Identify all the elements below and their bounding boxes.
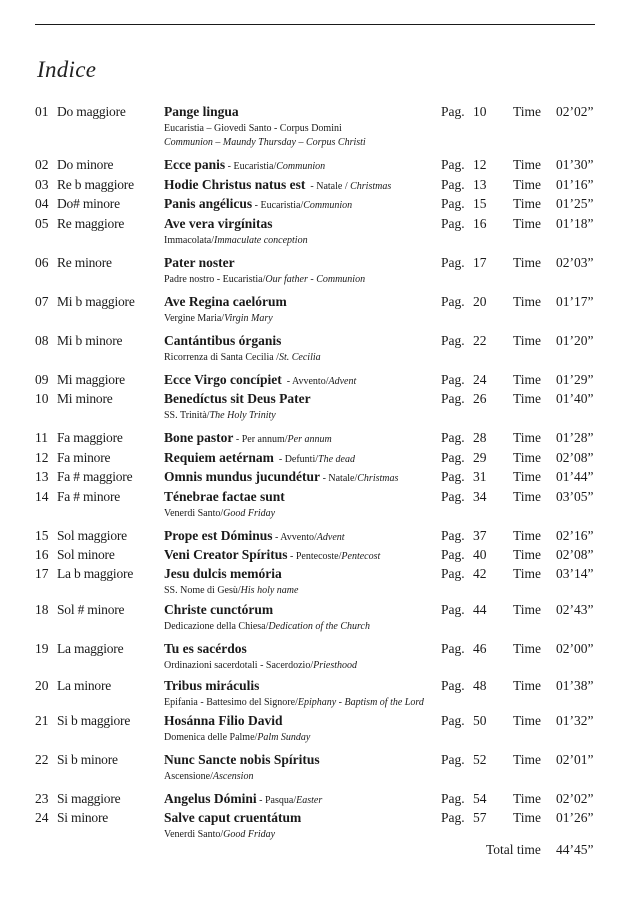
occasion-italian: - Pentecoste/ <box>287 551 342 562</box>
page-label: Pag. <box>441 372 465 387</box>
track-number: 20 <box>35 678 49 693</box>
occasion-english: Communion <box>276 161 326 172</box>
time-label: Time <box>513 104 542 119</box>
occasion-italian: - Avvento/ <box>281 376 329 387</box>
time-label: Time <box>513 713 542 728</box>
occasion-english: Virgin Mary <box>224 313 273 324</box>
track-occasion-english-line <box>164 136 366 149</box>
occasion-english: St. Cecilia <box>278 352 321 363</box>
page-number: 57 <box>473 810 487 825</box>
track-title <box>164 712 283 730</box>
time-label: Time <box>513 196 542 211</box>
track-duration: 02’01” <box>556 752 594 767</box>
occasion-italian: Dedicazione della Chiesa/ <box>164 621 269 632</box>
index-row[interactable] <box>0 790 630 810</box>
page-label: Pag. <box>441 752 465 767</box>
track-occasion <box>164 409 276 422</box>
track-duration: 02’02” <box>556 791 594 806</box>
track-duration: 01’20” <box>556 333 594 348</box>
track-title-text: Hosánna Filio David <box>164 713 283 728</box>
track-number: 03 <box>35 177 49 192</box>
page-number: 24 <box>473 372 487 387</box>
occasion-italian: Ascensione/ <box>164 771 213 782</box>
total-time-value: 44’45” <box>556 842 594 857</box>
page-label: Pag. <box>441 196 465 211</box>
occasion-english: Good Friday <box>223 829 276 840</box>
occasion-english: Christmas <box>350 181 392 192</box>
time-label: Time <box>513 641 542 656</box>
track-duration: 01’40” <box>556 391 594 406</box>
track-occasion <box>164 584 298 597</box>
page-number: 12 <box>473 157 487 172</box>
track-title-text: Tu es sacérdos <box>164 641 247 656</box>
track-title <box>164 640 247 658</box>
track-occasion <box>233 434 331 445</box>
occasion-english: Advent <box>316 532 345 543</box>
track-occasion <box>164 351 321 364</box>
track-duration: 02’03” <box>556 255 594 270</box>
track-number: 15 <box>35 528 49 543</box>
occasion-english: Priesthood <box>313 660 357 671</box>
time-label: Time <box>513 157 542 172</box>
track-occasion <box>164 828 275 841</box>
track-duration: 02’08” <box>556 547 594 562</box>
page-number: 31 <box>473 469 487 484</box>
page-number: 34 <box>473 489 487 504</box>
track-title-text: Benedíctus sit Deus Pater <box>164 391 311 406</box>
occasion-italian: Domenica delle Palme/ <box>164 732 258 743</box>
index-row[interactable] <box>0 601 630 632</box>
track-key: Re minore <box>57 255 112 270</box>
index-row[interactable] <box>0 677 630 708</box>
time-label: Time <box>513 752 542 767</box>
page-label: Pag. <box>441 713 465 728</box>
occasion-english: The dead <box>318 454 355 465</box>
occasion-english: Per annum <box>287 434 332 445</box>
occasion-english: Communion <box>303 200 353 211</box>
page-number: 26 <box>473 391 487 406</box>
page-label: Pag. <box>441 489 465 504</box>
index-row[interactable] <box>0 488 630 519</box>
occasion-italian: Venerdi Santo/ <box>164 829 224 840</box>
track-title-text: Ave Regina caelórum <box>164 294 287 309</box>
track-title-text: Christe cunctórum <box>164 602 274 617</box>
track-number: 09 <box>35 372 49 387</box>
track-duration: 01’32” <box>556 713 594 728</box>
occasion-english: His holy name <box>240 585 299 596</box>
track-key: Re b maggiore <box>57 177 134 192</box>
track-number: 10 <box>35 391 49 406</box>
track-duration: 02’43” <box>556 602 594 617</box>
track-number: 17 <box>35 566 49 581</box>
time-label: Time <box>513 177 542 192</box>
track-title-text: Veni Creator Spíritus <box>164 547 288 562</box>
track-number: 06 <box>35 255 49 270</box>
page-label: Pag. <box>441 104 465 119</box>
occasion-english: Dedication of the Church <box>268 621 370 632</box>
track-title-text: Ténebrae factae sunt <box>164 489 285 504</box>
page-label: Pag. <box>441 810 465 825</box>
page-number: 29 <box>473 450 487 465</box>
page-number: 20 <box>473 294 487 309</box>
track-title-text: Jesu dulcis memória <box>164 566 282 581</box>
track-number: 12 <box>35 450 49 465</box>
track-occasion <box>320 473 398 484</box>
track-title-text: Panis angélicus <box>164 196 253 211</box>
page-label: Pag. <box>441 216 465 231</box>
occasion-italian: Ordinazioni sacerdotali - Sacerdozio/ <box>164 660 314 671</box>
track-occasion <box>282 376 357 387</box>
index-row[interactable] <box>0 809 630 840</box>
track-duration: 01’44” <box>556 469 594 484</box>
page-label: Pag. <box>441 430 465 445</box>
occasion-english: Good Friday <box>223 508 276 519</box>
track-occasion <box>164 620 370 633</box>
track-key: Sol maggiore <box>57 528 127 543</box>
page-label: Pag. <box>441 641 465 656</box>
track-title-text: Hodie Christus natus est <box>164 177 306 192</box>
track-duration: 01’17” <box>556 294 594 309</box>
track-occasion <box>164 273 365 286</box>
track-title <box>164 488 285 506</box>
track-number: 01 <box>35 104 49 119</box>
track-title-text: Omnis mundus jucundétur <box>164 469 321 484</box>
occasion-italian: - Eucaristia/ <box>225 161 277 172</box>
time-label: Time <box>513 216 542 231</box>
index-row[interactable] <box>0 195 630 215</box>
track-title-text: Angelus Dómini <box>164 791 257 806</box>
occasion-english: Pentecost <box>341 551 381 562</box>
track-title <box>164 751 320 769</box>
occasion-italian: - Natale/ <box>320 473 358 484</box>
track-key: Do maggiore <box>57 104 126 119</box>
occasion-english: Easter <box>296 795 323 806</box>
track-number: 22 <box>35 752 49 767</box>
track-occasion <box>164 659 357 672</box>
track-title <box>164 790 322 810</box>
track-key: La maggiore <box>57 641 124 656</box>
track-title <box>164 527 345 547</box>
track-key: Mi maggiore <box>57 372 125 387</box>
track-key: Si minore <box>57 810 109 825</box>
index-row[interactable] <box>0 371 630 391</box>
track-key: Mi minore <box>57 391 113 406</box>
track-occasion <box>225 161 325 172</box>
track-key: Do# minore <box>57 196 120 211</box>
track-duration: 01’29” <box>556 372 594 387</box>
time-label: Time <box>513 489 542 504</box>
track-number: 19 <box>35 641 49 656</box>
occasion-italian: - Defunti/ <box>273 454 319 465</box>
track-number: 08 <box>35 333 49 348</box>
index-row[interactable] <box>0 546 630 566</box>
occasion-italian: SS. Nome di Gesù/ <box>164 585 241 596</box>
track-occasion <box>288 551 381 562</box>
track-title <box>164 215 272 233</box>
track-title <box>164 468 398 488</box>
page-number: 15 <box>473 196 487 211</box>
occasion-italian: - Natale / <box>305 181 351 192</box>
occasion-english: Immaculate conception <box>213 235 308 246</box>
page-label: Pag. <box>441 469 465 484</box>
occasion-english: The Holy Trinity <box>209 410 276 421</box>
track-duration: 01’28” <box>556 430 594 445</box>
page-number: 40 <box>473 547 487 562</box>
time-label: Time <box>513 602 542 617</box>
track-key: Fa # maggiore <box>57 469 133 484</box>
track-number: 07 <box>35 294 49 309</box>
track-duration: 01’38” <box>556 678 594 693</box>
top-rule <box>35 24 595 25</box>
page-number: 54 <box>473 791 487 806</box>
occasion-italian: - Avvento/ <box>272 532 317 543</box>
time-label: Time <box>513 333 542 348</box>
index-row[interactable] <box>0 640 630 671</box>
occasion-english: Palm Sunday <box>257 732 311 743</box>
track-duration: 03’14” <box>556 566 594 581</box>
track-occasion <box>274 454 355 465</box>
time-label: Time <box>513 391 542 406</box>
page-number: 46 <box>473 641 487 656</box>
occasion-italian: Epifania - Battesimo del Signore/ <box>164 697 298 708</box>
track-key: Fa # minore <box>57 489 121 504</box>
occasion-english: Epiphany - Baptism of the Lord <box>297 697 424 708</box>
occasion-italian: SS. Trinità/ <box>164 410 210 421</box>
track-key: Re maggiore <box>57 216 125 231</box>
track-title-text: Requiem aetérnam <box>164 450 274 465</box>
time-label: Time <box>513 430 542 445</box>
track-title-text: Prope est Dóminus <box>164 528 273 543</box>
track-occasion <box>252 200 352 211</box>
index-row[interactable] <box>0 449 630 469</box>
track-title <box>164 601 273 619</box>
track-title <box>164 176 391 196</box>
page-label: Pag. <box>441 678 465 693</box>
page-label: Pag. <box>441 566 465 581</box>
time-label: Time <box>513 528 542 543</box>
track-title <box>164 677 259 695</box>
occasion-english: Christmas <box>357 473 399 484</box>
page-label: Pag. <box>441 547 465 562</box>
track-number: 04 <box>35 196 49 211</box>
time-label: Time <box>513 450 542 465</box>
track-occasion <box>164 731 310 744</box>
track-duration: 02’16” <box>556 528 594 543</box>
track-number: 05 <box>35 216 49 231</box>
index-row[interactable] <box>0 176 630 196</box>
page-number: 17 <box>473 255 487 270</box>
track-key: Si b minore <box>57 752 118 767</box>
track-number: 11 <box>35 430 48 445</box>
page-title: Indice <box>37 57 97 83</box>
track-number: 13 <box>35 469 49 484</box>
occasion-italian: Padre nostro - Eucaristia/ <box>164 274 266 285</box>
track-key: La minore <box>57 678 112 693</box>
track-number: 24 <box>35 810 49 825</box>
track-title-text: Nunc Sancte nobis Spíritus <box>164 752 320 767</box>
track-key: Si b maggiore <box>57 713 131 728</box>
occasion-italian: Ricorrenza di Santa Cecilia / <box>164 352 279 363</box>
page-number: 13 <box>473 177 487 192</box>
page-number: 22 <box>473 333 487 348</box>
track-duration: 01’26” <box>556 810 594 825</box>
occasion-italian: Venerdi Santo/ <box>164 508 224 519</box>
track-title <box>164 156 325 176</box>
time-label: Time <box>513 678 542 693</box>
track-duration: 03’05” <box>556 489 594 504</box>
track-key: Fa minore <box>57 450 111 465</box>
track-title-text: Ecce Virgo concípiet <box>164 372 282 387</box>
track-duration: 02’00” <box>556 641 594 656</box>
occasion-italian: Vergine Maria/ <box>164 313 225 324</box>
index-row[interactable] <box>0 293 630 324</box>
index-row[interactable] <box>0 565 630 596</box>
track-key: La b maggiore <box>57 566 134 581</box>
track-occasion <box>257 795 323 806</box>
index-row[interactable] <box>0 103 630 148</box>
track-number: 23 <box>35 791 49 806</box>
index-row[interactable] <box>0 215 630 246</box>
time-label: Time <box>513 469 542 484</box>
track-key: Mi b minore <box>57 333 123 348</box>
time-label: Time <box>513 255 542 270</box>
page-label: Pag. <box>441 450 465 465</box>
occasion-italian: - Per annum/ <box>233 434 288 445</box>
page-label: Pag. <box>441 791 465 806</box>
track-title-text: Cantántibus órganis <box>164 333 282 348</box>
page-label: Pag. <box>441 602 465 617</box>
page-number: 28 <box>473 430 487 445</box>
track-key: Fa maggiore <box>57 430 123 445</box>
index-row[interactable] <box>0 527 630 547</box>
track-title <box>164 371 356 391</box>
occasion-italian: - Pasqua/ <box>256 795 297 806</box>
track-duration: 01’25” <box>556 196 594 211</box>
page-label: Pag. <box>441 177 465 192</box>
time-label: Time <box>513 791 542 806</box>
index-row[interactable] <box>0 468 630 488</box>
track-occasion <box>164 507 275 520</box>
track-occasion <box>164 312 273 325</box>
page-label: Pag. <box>441 528 465 543</box>
index-row[interactable] <box>0 712 630 743</box>
track-title-text: Salve caput cruentátum <box>164 810 302 825</box>
page-number: 42 <box>473 566 487 581</box>
track-duration: 01’30” <box>556 157 594 172</box>
occasion-english: Ascension <box>212 771 254 782</box>
track-occasion <box>273 532 345 543</box>
track-title <box>164 809 301 827</box>
track-title-text: Tribus miráculis <box>164 678 260 693</box>
track-occasion <box>305 181 391 192</box>
track-title <box>164 546 380 566</box>
page-label: Pag. <box>441 294 465 309</box>
track-key: Mi b maggiore <box>57 294 135 309</box>
track-occasion <box>164 696 424 709</box>
track-title <box>164 332 281 350</box>
track-number: 16 <box>35 547 49 562</box>
index-row[interactable] <box>0 429 630 449</box>
page-number: 10 <box>473 104 487 119</box>
track-number: 21 <box>35 713 49 728</box>
occasion-english: Communion – Maundy Thursday – Corpus Christi <box>164 137 366 148</box>
time-label: Time <box>513 294 542 309</box>
occasion-english: Our father - Communion <box>265 274 366 285</box>
track-title <box>164 449 355 469</box>
page-number: 37 <box>473 528 487 543</box>
track-title <box>164 429 332 449</box>
track-title <box>164 565 282 583</box>
page-label: Pag. <box>441 255 465 270</box>
occasion-italian: Immacolata/ <box>164 235 214 246</box>
track-title-text: Pater noster <box>164 255 235 270</box>
track-title-text: Bone pastor <box>164 430 234 445</box>
page-number: 50 <box>473 713 487 728</box>
track-key: Sol minore <box>57 547 115 562</box>
track-title <box>164 254 235 272</box>
track-title <box>164 293 287 311</box>
track-title <box>164 195 352 215</box>
track-title-text: Ave vera virgínitas <box>164 216 273 231</box>
page-label: Pag. <box>441 391 465 406</box>
track-duration: 01’16” <box>556 177 594 192</box>
page-number: 44 <box>473 602 487 617</box>
time-label: Time <box>513 547 542 562</box>
page-label: Pag. <box>441 333 465 348</box>
track-key: Sol # minore <box>57 602 125 617</box>
track-number: 02 <box>35 157 49 172</box>
track-title <box>164 103 239 121</box>
total-time-label: Total time <box>486 842 541 857</box>
time-label: Time <box>513 810 542 825</box>
occasion-italian: - Eucaristia/ <box>252 200 304 211</box>
occasion-english: Advent <box>328 376 357 387</box>
index-row[interactable] <box>0 156 630 176</box>
track-occasion <box>164 122 342 135</box>
track-title-text: Pange lingua <box>164 104 239 119</box>
track-occasion <box>164 770 253 783</box>
time-label: Time <box>513 566 542 581</box>
index-row[interactable] <box>0 751 630 782</box>
occasion-italian: Eucaristia – Giovedi Santo - Corpus Domini <box>164 123 342 134</box>
page-number: 52 <box>473 752 487 767</box>
index-row[interactable] <box>0 332 630 363</box>
track-key: Si maggiore <box>57 791 121 806</box>
page-label: Pag. <box>441 157 465 172</box>
index-row[interactable] <box>0 254 630 285</box>
track-duration: 02’02” <box>556 104 594 119</box>
track-number: 14 <box>35 489 49 504</box>
index-row[interactable] <box>0 390 630 421</box>
page-number: 48 <box>473 678 487 693</box>
track-duration: 02’08” <box>556 450 594 465</box>
track-occasion <box>164 234 308 247</box>
track-title <box>164 390 311 408</box>
track-number: 18 <box>35 602 49 617</box>
track-duration: 01’18” <box>556 216 594 231</box>
track-key: Do minore <box>57 157 114 172</box>
page-number: 16 <box>473 216 487 231</box>
track-title-text: Ecce panis <box>164 157 226 172</box>
time-label: Time <box>513 372 542 387</box>
